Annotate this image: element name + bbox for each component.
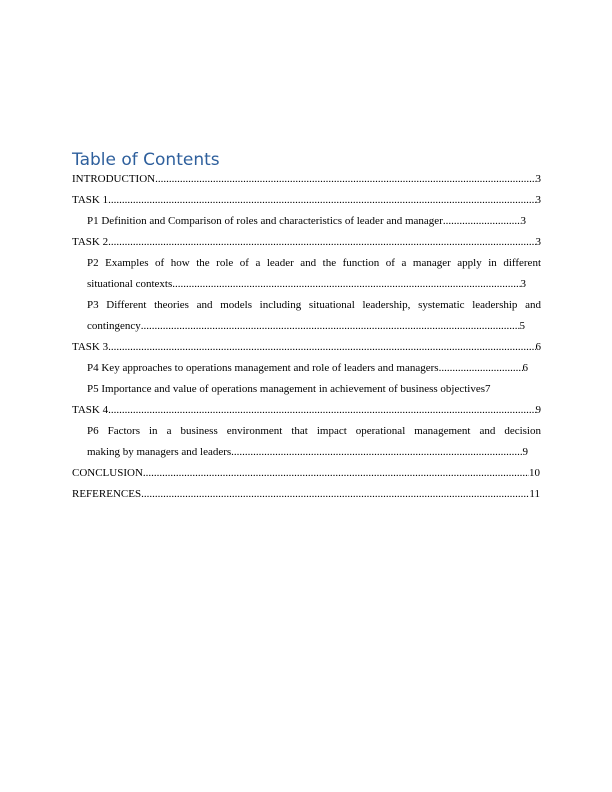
toc-entry-text: INTRODUCTION — [72, 173, 156, 185]
toc-entry-task-2[interactable] — [72, 232, 541, 253]
toc-leader-dots — [108, 337, 535, 358]
toc-entry-text-cont: making by managers and leaders — [87, 446, 232, 458]
toc-entry-task-3[interactable] — [72, 337, 541, 358]
toc-leader-dots — [172, 274, 520, 295]
toc-entry-line — [72, 253, 541, 274]
toc-entry-text: P4 Key approaches to operations management and role of leaders and managers — [87, 362, 439, 374]
table-of-contents — [72, 169, 541, 505]
toc-entry-task-1[interactable] — [72, 190, 541, 211]
toc-page-number: 5 — [519, 320, 525, 332]
toc-entry-text: CONCLUSION — [72, 467, 143, 479]
toc-entry-p5[interactable] — [72, 379, 541, 400]
toc-entry-p6[interactable] — [72, 421, 541, 463]
toc-leader-dots — [143, 463, 529, 484]
toc-page-number: 3 — [535, 194, 541, 206]
toc-entry-text: TASK 3 — [72, 341, 109, 353]
toc-entry-line — [72, 421, 541, 442]
toc-entry-text: P5 Importance and value of operations management in achievement of business objectives — [87, 383, 486, 395]
toc-page-number: 11 — [529, 488, 540, 500]
toc-entry-text-cont: contingency — [87, 320, 141, 332]
toc-page-number: 3 — [520, 278, 526, 290]
toc-leader-dots — [108, 190, 535, 211]
toc-entry-line — [72, 442, 528, 463]
toc-leader-dots — [141, 316, 520, 337]
toc-entry-line — [72, 295, 541, 316]
toc-entry-text: TASK 1 — [72, 194, 109, 206]
toc-entry-text: TASK 2 — [72, 236, 109, 248]
toc-leader-dots — [108, 232, 535, 253]
toc-entry-conclusion[interactable] — [72, 463, 540, 484]
toc-page-number: 7 — [485, 383, 491, 395]
toc-entry-text-cont: situational contexts — [87, 278, 173, 290]
toc-entry-p1[interactable] — [72, 211, 526, 232]
toc-entry-p3[interactable] — [72, 295, 541, 337]
toc-leader-dots — [439, 358, 523, 379]
toc-entry-line — [72, 316, 525, 337]
toc-entry-p4[interactable] — [72, 358, 528, 379]
toc-leader-dots — [108, 400, 535, 421]
toc-entry-text: REFERENCES — [72, 488, 142, 500]
toc-page-number: 10 — [529, 467, 540, 479]
toc-entry-text: P3 Different theories and models including situational leadership, systematic leadership and — [87, 299, 541, 311]
toc-leader-dots — [155, 169, 535, 190]
toc-entry-text: P6 Factors in a business environment that impact operational management and decision — [87, 425, 541, 437]
toc-page-number: 3 — [535, 236, 541, 248]
toc-page-number: 6 — [535, 341, 541, 353]
toc-entry-introduction[interactable] — [72, 169, 541, 190]
toc-page-number: 9 — [535, 404, 541, 416]
toc-heading: Table of Contents — [72, 150, 220, 170]
toc-entry-line — [72, 274, 526, 295]
toc-entry-text: P2 Examples of how the role of a leader and the function of a manager apply in different — [87, 257, 541, 269]
toc-leader-dots — [443, 211, 521, 232]
toc-page-number: 3 — [535, 173, 541, 185]
toc-leader-dots — [231, 442, 522, 463]
toc-entry-references[interactable] — [72, 484, 540, 505]
toc-page-number: 3 — [520, 215, 526, 227]
toc-entry-task-4[interactable] — [72, 400, 541, 421]
toc-entry-text: P1 Definition and Comparison of roles and characteristics of leader and manager — [87, 215, 443, 227]
toc-page-number: 6 — [522, 362, 528, 374]
toc-page-number: 9 — [522, 446, 528, 458]
toc-entry-text: TASK 4 — [72, 404, 109, 416]
toc-leader-dots — [141, 484, 529, 505]
toc-entry-p2[interactable] — [72, 253, 541, 295]
